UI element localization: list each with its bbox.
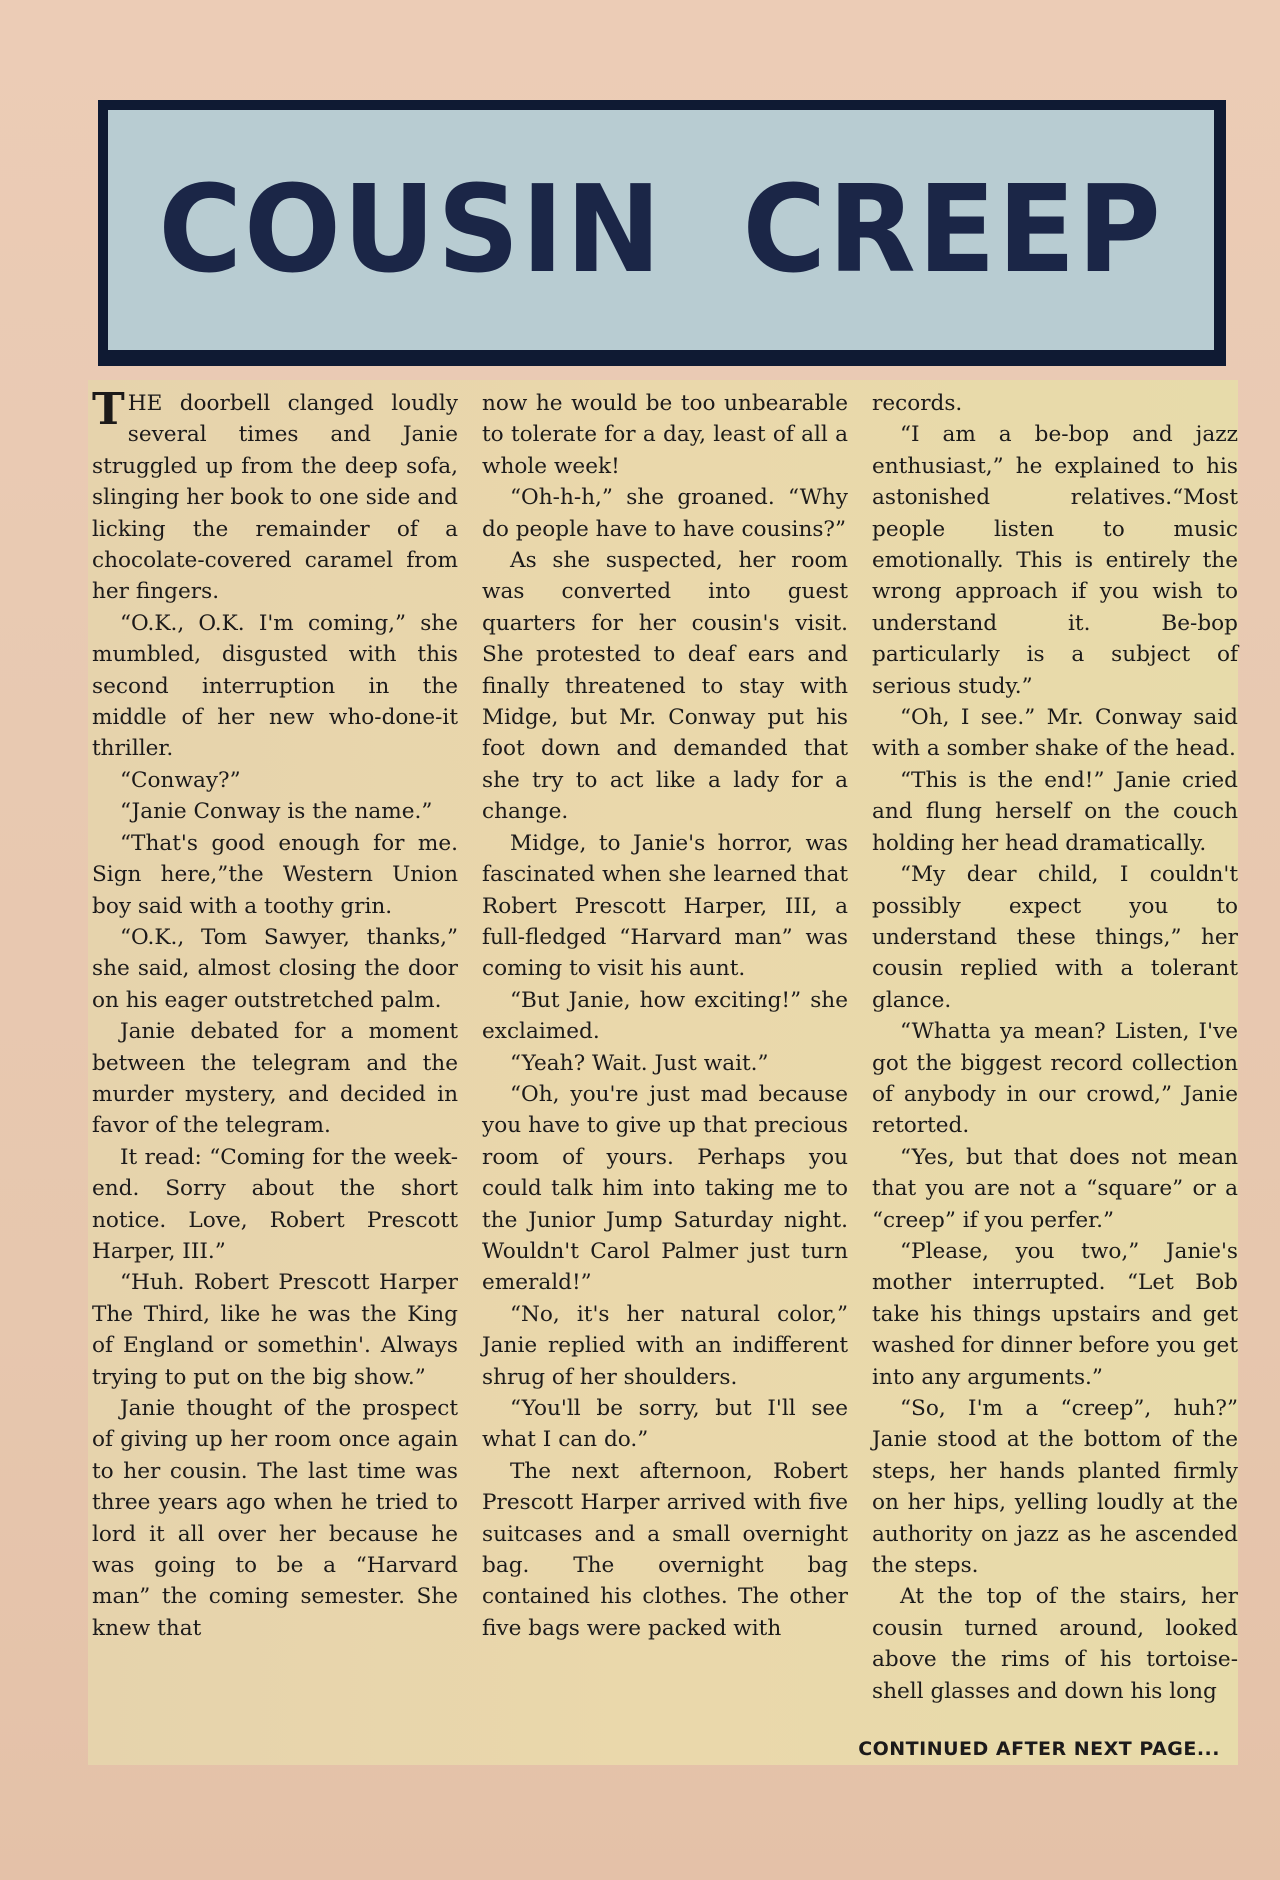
story-paragraph: As she suspected, her room was converted into guest quarters for her cousin's visit. She protested to deaf ears and finally threatened to stay with Midge, but Mr. Conway put his foot down and demanded that she try to act like a lady for a change. [482, 548, 848, 825]
story-paragraph: It read: “Coming for the week-end. Sorry about the short notice. Love, Robert Prescott Harper, III.” [92, 1144, 458, 1264]
story-paragraph: “This is the end!” Janie cried and flung herself on the couch holding her head dramatically. [872, 767, 1238, 856]
story-paragraph: “O.K., O.K. I'm coming,” she mumbled, disgusted with this second interruption in the middle of her new who-done-it thriller. [92, 610, 458, 762]
story-paragraph: At the top of the stairs, her cousin turned around, looked above the rims of his tortoise-shell glasses and down his long [872, 1584, 1238, 1704]
drop-cap: T [92, 384, 125, 435]
column-1 [92, 384, 458, 1728]
story-paragraph: “O.K., Tom Sawyer, thanks,” she said, almost closing the door on his eager outstretched palm. [92, 924, 458, 1013]
story-paragraph: “Yes, but that does not mean that you are not a “square” or a “creep” if you perfer.” [872, 1144, 1238, 1233]
story-paragraph: records. [872, 391, 963, 416]
story-paragraph-text: HE doorbell clanged loudly several times and Janie struggled up from the deep sofa, slinging her book to one side and licking the remainder of a chocolate-covered caramel from her fingers. [92, 391, 458, 605]
story-paragraph [92, 384, 458, 608]
story-paragraph: “Oh, you're just mad because you have to give up that precious room of yours. Perhaps you could talk him into taking me to the Junior Jump Saturday night. Wouldn't Carol Palmer just turn emerald!” [482, 1081, 848, 1296]
story-paragraph: “Huh. Robert Prescott Harper The Third, like he was the King of England or somethin'. Always trying to put on the big show.” [92, 1270, 458, 1390]
column-3 [872, 388, 1238, 1728]
story-paragraph: now he would be too unbearable to tolerate for a day, least of all a whole week! [482, 391, 848, 479]
story-paragraph: “So, I'm a “creep”, huh?” Janie stood at the bottom of the steps, her hands planted firmly on her hips, yelling loudly at the authority on jazz as he ascended the steps. [872, 1396, 1238, 1579]
story-paragraph: “That's good enough for me. Sign here,”the Western Union boy said with a toothy grin. [92, 830, 458, 919]
title-panel [98, 100, 1226, 366]
story-paragraph: “Whatta ya mean? Listen, I've got the biggest record collection of anybody in our crowd,” Janie retorted. [872, 1019, 1238, 1139]
story-paragraph: “Yeah? Wait. Just wait.” [510, 1050, 769, 1076]
story-paragraph: Janie debated for a moment between the telegram and the murder mystery, and decided in favor of the telegram. [92, 1019, 458, 1139]
story-title: COUSIN CREEP [158, 160, 1164, 300]
story-paragraph: “No, it's her natural color,” Janie replied with an indifferent shrug of her shoulders. [482, 1301, 848, 1390]
story-paragraph: Midge, to Janie's horror, was fascinated when she learned that Robert Prescott Harper, III, a full-fledged “Harvard man” was coming to visit his aunt. [482, 830, 848, 982]
story-paragraph: “Conway?” [120, 767, 241, 793]
column-2 [482, 388, 848, 1728]
story-paragraph: “Janie Conway is the name.” [120, 799, 433, 825]
continued-note: CONTINUED AFTER NEXT PAGE... [858, 1738, 1220, 1760]
story-paragraph: “Please, you two,” Janie's mother interrupted. “Let Bob take his things upstairs and get washed for dinner before you get into any arguments.” [872, 1238, 1238, 1390]
story-paragraph: “I am a be-bop and jazz enthusiast,” he explained to his astonished relatives.“Most people listen to music emotionally. This is entirely the wrong approach if you wish to understand it. Be-bop particularly is a subject of serious study.” [872, 422, 1238, 699]
story-paragraph: “Oh-h-h,” she groaned. “Why do people have to have cousins?” [482, 485, 848, 542]
story-paragraph: “My dear child, I couldn't possibly expect you to understand these things,” her cousin replied with a tolerant glance. [872, 862, 1238, 1013]
story-paragraph: The next afternoon, Robert Prescott Harper arrived with five suitcases and a small overnight bag. The overnight bag contained his clothes. The other five bags were packed with [482, 1458, 848, 1641]
story-paragraph: “Oh, I see.” Mr. Conway said with a somber shake of the head. [872, 705, 1238, 762]
story-columns [92, 384, 1238, 1728]
story-paragraph: “But Janie, how exciting!” she exclaimed. [482, 987, 848, 1045]
story-paragraph: “You'll be sorry, but I'll see what I can do.” [482, 1396, 848, 1453]
title-panel-inner [108, 110, 1214, 350]
story-paragraph: Janie thought of the prospect of giving up her room once again to her cousin. The last time was three years ago when he tried to lord it all over her because he was going to be a “Harvard man” the coming semester. She knew that [92, 1396, 458, 1641]
